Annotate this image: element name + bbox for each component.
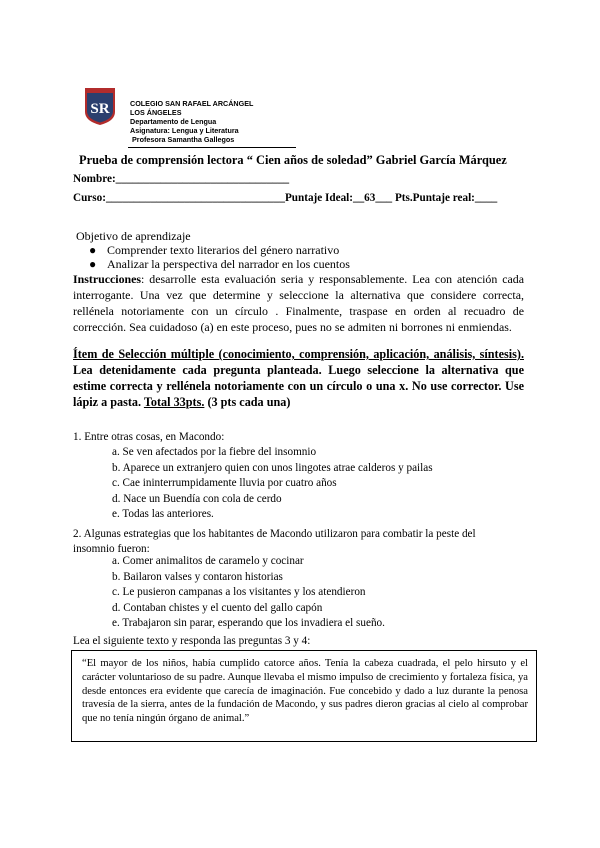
option-b[interactable]: b. Bailaron valses y contaron historias: [112, 570, 283, 583]
school-name: COLEGIO SAN RAFAEL ARCÁNGEL: [130, 99, 254, 108]
option-a[interactable]: a. Se ven afectados por la fiebre del insomnio: [112, 446, 317, 458]
item-heading: Ítem de Selección múltiple (conocimiento, comprensión, aplicación, análisis, síntesis).: [73, 347, 524, 361]
question-2-options: [112, 554, 385, 632]
logo-letters: SR: [90, 101, 110, 117]
option-c[interactable]: c. Le pusieron campanas a los visitantes y los atendieron: [112, 586, 366, 598]
instructions: [73, 271, 524, 335]
item-tail: (3 pts cada una): [204, 395, 291, 409]
item-total: Total 33pts.: [143, 395, 205, 409]
teacher: Profesora Samantha Gallegos: [130, 135, 235, 144]
question-2: 2. Algunas estrategias que los habitantes de Macondo utilizaron para combatir la peste del insomnio fueron:: [73, 528, 476, 555]
option-e[interactable]: e. Trabajaron sin parar, esperando que los invadiera el sueño.: [112, 617, 385, 629]
instructions-text: : desarrolle esta evaluación seria y responsablemente. Lea con atención cada interrogante. Una vez que determine y seleccione la alternativa que considere correcta, rellénela notoriamente con un círculo . Finalmente, traspase en orden al recuadro de corrección. Sea cuidadoso (a) en este proceso, pues no se admiten ni borrones ni enmiendas.: [73, 272, 524, 334]
department: Departamento de Lengua: [130, 117, 217, 126]
option-b[interactable]: b. Aparece un extranjero quien con unos lingotes atrae calderos y pailas: [112, 461, 433, 474]
test-title: Prueba de comprensión lectora “ Cien años de soledad” Gabriel García Márquez: [79, 153, 507, 167]
reading-passage-box: [71, 650, 537, 742]
item-body: Lea detenidamente cada pregunta planteada. Luego seleccione la alternativa que estime correcta y rellénela notoriamente con un círculo o una x. No use corrector. Use lápiz a pasta.: [73, 363, 524, 409]
objective-list: [89, 243, 350, 271]
item-instructions: [73, 346, 524, 410]
question-1-options: [112, 445, 433, 523]
school-info: [130, 99, 253, 144]
objective-heading: Objetivo de aprendizaje: [76, 229, 191, 243]
school-logo: [84, 88, 116, 126]
option-a[interactable]: a. Comer animalitos de caramelo y cocinar: [112, 555, 304, 567]
list-item: ● Comprender texto literarios del género narrativo: [89, 243, 340, 257]
subject: Asignatura: Lengua y Literatura: [130, 126, 239, 135]
course-score-field[interactable]: Curso:________________________________Puntaje Ideal:__63___ Pts.Puntaje real:____: [73, 192, 498, 204]
reading-passage: “El mayor de los niños, había cumplido catorce años. Tenía la cabeza cuadrada, el pelo hirsuto y el carácter voluntarioso de su padre. Aunque llevaba el mismo impulso de crecimiento y fortaleza física, ya desde entonces era evidente que carecía de imaginación. Fue concebido y dado a luz durante la penosa travesía de la sierra, antes de la fundación de Macondo, y sus padres dieron gracias al cielo al comprobar que no tenía ningún órgano de animal.”: [82, 658, 528, 725]
reading-intro: Lea el siguiente texto y responda las preguntas 3 y 4:: [73, 635, 311, 647]
instructions-label: Instrucciones: [73, 272, 142, 286]
list-item: ● Analizar la perspectiva del narrador en los cuentos: [89, 257, 350, 271]
option-d[interactable]: d. Nace un Buendía con cola de cerdo: [112, 492, 282, 505]
question-1: 1. Entre otras cosas, en Macondo:: [73, 431, 225, 443]
name-field[interactable]: Nombre:_______________________________: [73, 173, 290, 185]
option-e[interactable]: e. Todas las anteriores.: [112, 508, 214, 520]
option-d[interactable]: d. Contaban chistes y el cuento del gallo capón: [112, 601, 323, 614]
option-c[interactable]: c. Cae ininterrumpidamente lluvia por cuatro años: [112, 477, 337, 489]
header-divider: [128, 147, 296, 148]
school-city: LOS ÁNGELES: [130, 108, 182, 117]
